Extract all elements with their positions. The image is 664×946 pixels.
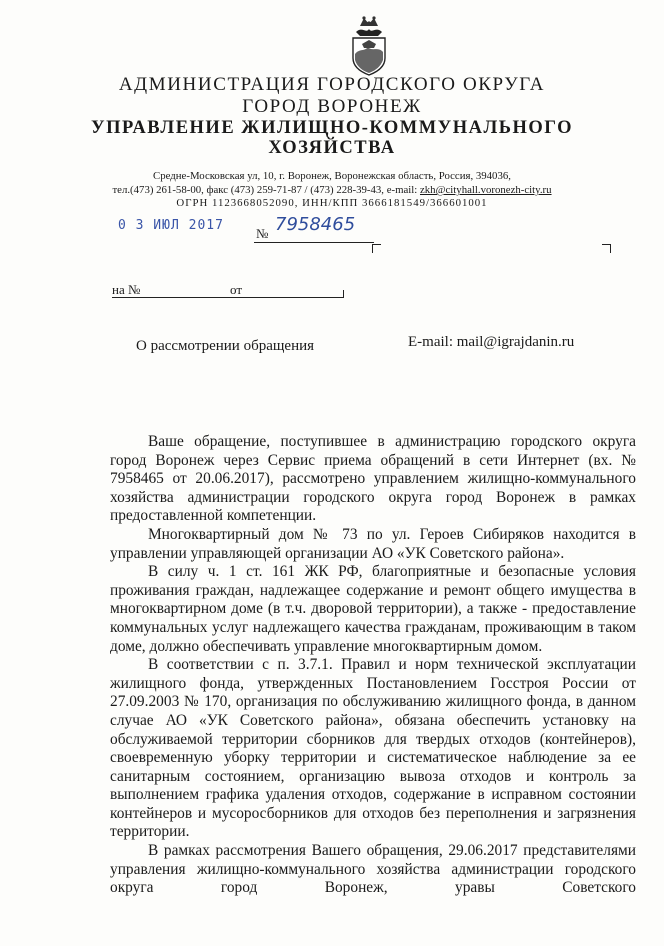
address-corner-left <box>372 244 381 253</box>
outgoing-number-underline <box>254 242 374 243</box>
organization-name-line2: ГОРОД ВОРОНЕЖ <box>242 96 422 117</box>
postal-address: Средне-Московская ул, 10, г. Воронеж, Воронежская область, Россия, 394036, <box>153 170 511 182</box>
department-name-line1: УПРАВЛЕНИЕ ЖИЛИЩНО-КОММУНАЛЬНОГО <box>91 118 573 138</box>
reference-tick <box>343 290 344 297</box>
body-paragraph-2: Многоквартирный дом № 73 по ул. Героев Сибиряков находится в управлении управляющей организации АО «УК Советского района». <box>110 525 636 562</box>
reference-date-label: от <box>230 282 243 297</box>
letter-subject: О рассмотрении обращения <box>136 338 315 354</box>
contacts-line <box>0 184 664 196</box>
outgoing-number-label: № <box>256 226 269 241</box>
contacts-phones: тел.(473) 261-58-00, факс (473) 259-71-87 / (473) 228-39-43, e-mail: <box>112 184 420 196</box>
city-coat-of-arms-icon <box>348 14 390 76</box>
reference-number-label: на № <box>112 282 141 297</box>
registration-date-stamp: 0 3 ИЮЛ 2017 <box>118 218 224 233</box>
registry-numbers: ОГРН 1123668052090, ИНН/КПП 3666181549/366601001 <box>176 197 488 209</box>
body-paragraph-1: Ваше обращение, поступившее в администрацию городского округа город Воронеж через Сервис приема обращений в сети Интернет (вх. № 7958465 от 20.06.2017), рассмотрено управлением жилищно-коммунального хозяйства администрации городского округа город Воронеж в рамках предоставленной компетенции. <box>110 433 636 525</box>
organization-name-line1: АДМИНИСТРАЦИЯ ГОРОДСКОГО ОКРУГА <box>118 74 546 95</box>
body-paragraph-5: В рамках рассмотрения Вашего обращения, 29.06.2017 представителями управления жилищно-коммунального хозяйства администрации городского округа город Воронеж, уравы Советского <box>110 842 636 897</box>
body-paragraph-4: В соответствии с п. 3.7.1. Правил и норм технической эксплуатации жилищного фонда, утвержденных Постановлением Госстроя России от 27.09.2003 № 170, организация по обслуживанию жилищного фонда, в данном случае АО «УК Советского района», обязана обеспечить установку на обслуживаемой территории сборников для твердых отходов (контейнеров), своевременную уборку территории и систематическое наблюдение за ее санитарным состоянием, организацию вывоза отходов и контроль за выполнением графика удаления отходов, содержание в исправном состоянии контейнеров и мусоросборников для отходов без переполнения и загрязнения территории. <box>110 656 636 841</box>
department-name-line2: ХОЗЯЙСТВА <box>268 138 396 158</box>
letter-body <box>110 433 636 898</box>
outgoing-number-handwritten: 7958465 <box>275 214 356 235</box>
reference-underline <box>112 297 344 298</box>
address-corner-right <box>602 244 611 253</box>
body-paragraph-3: В силу ч. 1 ст. 161 ЖК РФ, благоприятные и безопасные условия проживания граждан, надлежащее содержание и ремонт общего имущества в многоквартирном доме (в т.ч. дворовой территории), а также - предоставление коммунальных услуг надлежащего качества гражданам, проживающим в таком доме, должно обеспечивать управление многоквартирным домом. <box>110 563 636 655</box>
recipient-email: E-mail: mail@igrajdanin.ru <box>408 334 575 350</box>
contacts-email-link[interactable]: zkh@cityhall.voronezh-city.ru <box>419 184 552 196</box>
